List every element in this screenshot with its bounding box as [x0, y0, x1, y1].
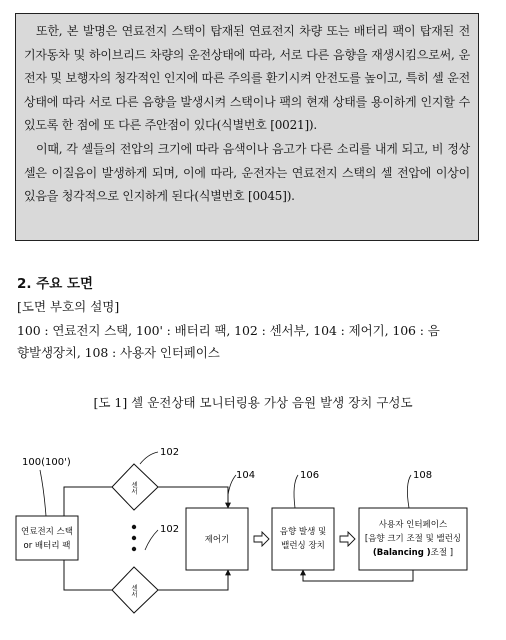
ui-label-3-rest: 조절 ]	[430, 548, 454, 558]
arrow-sensor-bottom-to-controller	[158, 570, 228, 590]
ellipsis-dot-2	[132, 536, 136, 540]
ui-label-2: [음향 크기 조절 및 밸런싱	[364, 534, 462, 544]
summary-box	[15, 13, 479, 241]
stack-label-1: 연료전지 스택	[21, 527, 73, 537]
leader-102-mid	[145, 530, 158, 550]
feedback-arrow-ui-to-sound	[303, 570, 413, 581]
hollow-arrow-controller-to-sound	[254, 532, 269, 546]
line-stack-to-sensor-bottom	[64, 560, 112, 590]
sensor-label-top: 센서	[130, 481, 138, 495]
sound-label-2: 밸런싱 장치	[281, 541, 325, 551]
figure-caption: [도 1] 셀 운전상태 모니터링용 가상 음원 발생 장치 구성도	[93, 395, 413, 410]
ref-label-106: 106	[300, 470, 320, 481]
leader-100	[40, 470, 46, 516]
arrow-sensor-top-to-controller	[158, 487, 228, 508]
ui-label-3-bold: (Balancing )	[372, 548, 431, 558]
leader-108	[407, 475, 411, 508]
sound-label-1: 음향 발생 및	[279, 527, 327, 537]
leader-104	[228, 475, 236, 495]
ref-label-108: 108	[413, 470, 433, 481]
summary-paragraph-1: 또한, 본 발명은 연료전지 스택이 탑재된 연료전지 차량 또는 배터리 팩이 탑재된 전기자동차 및 하이브리드 차량의 운전상태에 따라, 서로 다른 음향을 재생시킴으로써, 운전자 및 보행자의 청각적인 인지에 따른 주의를 환기시켜 안전도를 높이고, 특히 셀 운전 상태에 따라 서로 다른 음향을 발생시켜 스택이나 팩의 현재 상태를 용이하게 인지할 수 있도록 한 점에 또 다른 주안점이 있다(식별번호 [0021]).	[24, 24, 470, 133]
ref-label-100: 100(100')	[22, 457, 71, 468]
ref-label-104: 104	[236, 470, 256, 481]
legend-heading: [도면 부호의 설명]	[17, 299, 120, 314]
fuel-cell-stack-box	[16, 516, 78, 560]
sound-generator-box	[272, 508, 334, 570]
ellipsis-dot-3	[132, 547, 136, 551]
sensor-label-bottom: 센서	[130, 584, 138, 598]
block-diagram	[0, 430, 506, 630]
ellipsis-dot-1	[132, 525, 136, 529]
ui-label-1: 사용자 인터페이스	[378, 520, 448, 530]
legend-line-2: 향발생장치, 108 : 사용자 인터페이스	[17, 345, 220, 360]
hollow-arrow-sound-to-ui	[340, 532, 355, 546]
leader-106	[294, 475, 298, 508]
controller-label: 제어기	[204, 535, 230, 545]
ui-label-3	[373, 547, 453, 558]
legend-line-1: 100 : 연료전지 스택, 100' : 배터리 팩, 102 : 센서부, 104 : 제어기, 106 : 음	[17, 323, 440, 338]
section-title: 2. 주요 도면	[17, 276, 94, 292]
leader-102-top	[140, 452, 158, 464]
legend-description	[17, 320, 489, 364]
ref-label-102-mid: 102	[160, 524, 180, 535]
ref-label-102-top: 102	[160, 447, 180, 458]
stack-label-2: or 배터리 팩	[23, 541, 71, 551]
summary-paragraph-2: 이때, 각 셀들의 전압의 크기에 따라 음색이나 음고가 다른 소리를 내게 되고, 비 정상 셀은 이질음이 발생하게 되며, 이에 따라, 운전자는 연료전지 스택의 셀 전압에 이상이 있음을 청각적으로 인지하게 된다(식별번호 [0045]).	[24, 141, 470, 204]
line-stack-to-sensor-top	[64, 487, 112, 516]
